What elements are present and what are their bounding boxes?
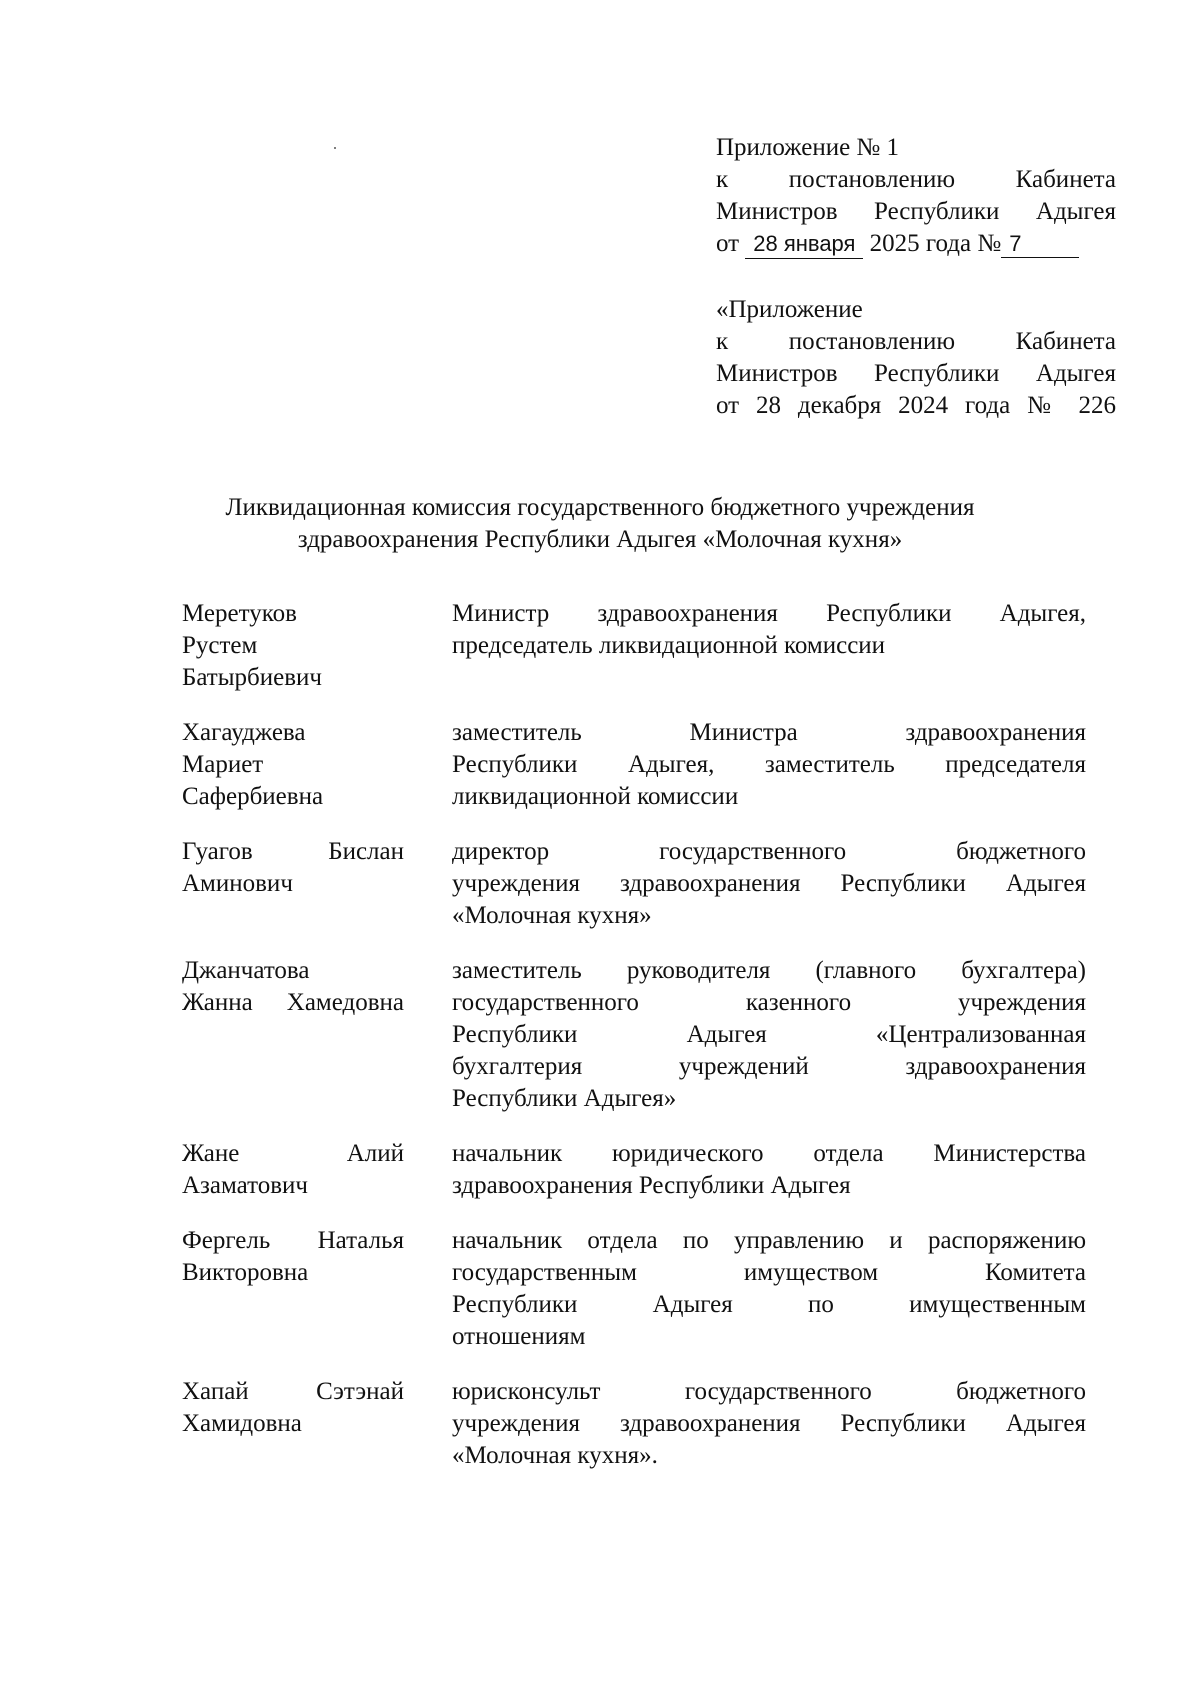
member-row (182, 1138, 1086, 1202)
appendix-quoted-title: «Приложение (716, 296, 863, 323)
member-role-line: Республики Адыгея» (452, 1085, 677, 1112)
member-role-line: заместитель руководителя (главного бухгалтера) (452, 957, 1086, 984)
member-role-line: председатель ликвидационной комиссии (452, 632, 886, 659)
handwritten-number: 7 (1001, 230, 1079, 258)
member-name-line: Меретуков (182, 600, 297, 627)
member-name-line: Рустем (182, 632, 258, 659)
appendix-quoted-line-3: Министров Республики Адыгея (716, 360, 1116, 387)
title-line-2: здравоохранения Республики Адыгея «Молочная кухня» (297, 526, 903, 553)
scan-dot (334, 147, 336, 149)
member-role-line: здравоохранения Республики Адыгея (452, 1172, 851, 1199)
member-name (182, 598, 404, 694)
handwritten-date: 28 января (745, 230, 863, 259)
member-name-line: Викторовна (182, 1259, 309, 1286)
appendix-1-title: Приложение № 1 (716, 134, 900, 161)
member-role-line: начальник отдела по управлению и распоряжению (452, 1227, 1086, 1254)
member-name-line: Хамидовна (182, 1410, 302, 1437)
member-role-line: «Молочная кухня» (452, 902, 652, 929)
member-role-line: учреждения здравоохранения Республики Адыгея (452, 1410, 1086, 1437)
member-role (452, 1138, 1086, 1202)
appendix-1-line-2: к постановлению Кабинета (716, 166, 1116, 193)
appendix-1-header (716, 132, 1116, 260)
date-middle: 2025 года № (869, 230, 1002, 257)
member-row (182, 717, 1086, 813)
member-name-line: Аминович (182, 870, 293, 897)
appendix-quoted-line-4: от 28 декабря 2024 года № 226 (716, 392, 1116, 419)
member-name-line: Фергель Наталья (182, 1227, 404, 1254)
member-role-line: Республики Адыгея, заместитель председателя (452, 751, 1086, 778)
member-name-line: Жане Алий (182, 1140, 404, 1167)
member-name-line: Мариет (182, 751, 264, 778)
appendix-quoted-header (716, 294, 1116, 422)
member-name-line: Джанчатова (182, 957, 310, 984)
member-role-line: директор государственного бюджетного (452, 838, 1086, 865)
member-role-line: государственного казенного учреждения (452, 989, 1086, 1016)
member-row (182, 955, 1086, 1115)
member-row (182, 598, 1086, 694)
member-role (452, 1225, 1086, 1353)
member-role (452, 836, 1086, 932)
member-name-line: Батырбиевич (182, 664, 322, 691)
member-role-line: ликвидационной комиссии (452, 783, 739, 810)
member-name (182, 1376, 404, 1472)
member-name-line: Хагауджева (182, 719, 306, 746)
member-role-line: учреждения здравоохранения Республики Адыгея (452, 870, 1086, 897)
document-title (180, 492, 1020, 556)
member-role-line: бухгалтерия учреждений здравоохранения (452, 1053, 1086, 1080)
title-line-1: Ликвидационная комиссия государственного бюджетного учреждения (225, 494, 975, 521)
member-name-line: Сафербиевна (182, 783, 324, 810)
date-prefix: от (716, 230, 740, 257)
member-name (182, 717, 404, 813)
member-role-line: юрисконсульт государственного бюджетного (452, 1378, 1086, 1405)
member-row (182, 836, 1086, 932)
appendix-1-date-line (716, 228, 1116, 260)
member-role-line: отношениям (452, 1323, 586, 1350)
member-name-line: Гуагов Бислан (182, 838, 404, 865)
member-role-line: Министр здравоохранения Республики Адыгея, (452, 600, 1086, 627)
member-role-line: заместитель Министра здравоохранения (452, 719, 1086, 746)
member-role (452, 1376, 1086, 1472)
member-name-line: Жанна Хамедовна (182, 989, 404, 1016)
member-role-line: Республики Адыгея «Централизованная (452, 1021, 1086, 1048)
appendix-1-line-3: Министров Республики Адыгея (716, 198, 1116, 225)
member-role (452, 717, 1086, 813)
member-role-line: государственным имуществом Комитета (452, 1259, 1086, 1286)
member-name (182, 836, 404, 932)
appendix-quoted-line-2: к постановлению Кабинета (716, 328, 1116, 355)
member-role (452, 598, 1086, 694)
member-name-line: Хапай Сэтэнай (182, 1378, 404, 1405)
member-row (182, 1376, 1086, 1472)
member-role-line: начальник юридического отдела Министерства (452, 1140, 1086, 1167)
member-role-line: «Молочная кухня». (452, 1442, 658, 1469)
member-role-line: Республики Адыгея по имущественным (452, 1291, 1086, 1318)
member-row (182, 1225, 1086, 1353)
member-name-line: Азаматович (182, 1172, 308, 1199)
member-role (452, 955, 1086, 1115)
member-name (182, 955, 404, 1115)
member-name (182, 1225, 404, 1353)
commission-members-list (182, 598, 1086, 1495)
member-name (182, 1138, 404, 1202)
